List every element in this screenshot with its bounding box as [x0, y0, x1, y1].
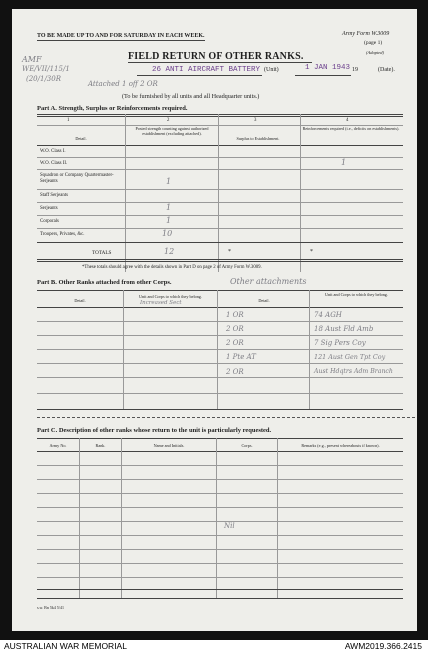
- unit-stamp: 26 ANTI AIRCRAFT BATTERY: [152, 66, 261, 74]
- attached-unit: 121 Aust Gen Tpt Coy: [314, 353, 386, 361]
- col-number: 4: [346, 118, 349, 123]
- date-line: [295, 75, 351, 76]
- grid-line: [125, 114, 126, 272]
- rule: [37, 145, 403, 146]
- row-label: W.O. Class II.: [40, 161, 68, 166]
- grid-line: [300, 114, 301, 272]
- grid-line: [79, 438, 80, 598]
- row-label: W.O. Class I.: [40, 149, 66, 154]
- totals-value: 12: [164, 247, 175, 256]
- form-sheet: [12, 9, 417, 631]
- posted-value: 1: [166, 203, 172, 212]
- rule: [37, 261, 403, 262]
- adapted-label: (Adapted): [366, 50, 384, 55]
- rule: [37, 307, 403, 308]
- grid-line: [217, 290, 218, 409]
- row-label: Corporals: [40, 219, 59, 224]
- attached-detail: 1 Pte AT: [226, 353, 256, 361]
- instruction-underline: [37, 40, 205, 41]
- col-header: Unit and Corps to which they belong.: [325, 292, 388, 297]
- col-header: Army No.: [49, 443, 67, 448]
- page-number: (page 1): [364, 40, 383, 46]
- totals-label: TOTALS: [92, 250, 112, 256]
- posted-value: 1: [166, 177, 172, 186]
- grid-line: [277, 438, 278, 598]
- furnished-note: (To be furnished by all units and all Headquarter units.): [122, 93, 260, 100]
- date-stamp: 1 JAN 1943: [305, 64, 351, 72]
- col-header: Corps.: [241, 443, 253, 448]
- attached-note: Attached 1 off 2 OR: [88, 80, 158, 88]
- rule: [37, 409, 403, 410]
- rule: [37, 290, 403, 291]
- attached-unit: 18 Aust Fld Amb: [314, 325, 374, 333]
- reinf-value: 1: [341, 158, 347, 167]
- dashed-separator: [37, 417, 415, 418]
- form-number: Army Form W.3009: [342, 31, 390, 37]
- unit-label: (Unit): [264, 67, 279, 73]
- title-underline: [128, 62, 312, 63]
- posted-value: 1: [166, 216, 172, 225]
- col-header: Surplus to Establishment.: [236, 136, 280, 141]
- col-header: Unit and Corps to which they belong.: [139, 294, 202, 299]
- part-b-title: Part B. Other Ranks attached from other Corps.: [37, 279, 172, 286]
- nil-note: Nil: [224, 522, 235, 530]
- part-a-top-rule: [37, 114, 403, 115]
- grid-line: [216, 438, 217, 598]
- grid-line: [123, 290, 124, 409]
- col-number: 1: [67, 118, 70, 123]
- margin-note: WE/VII/115/1: [22, 65, 70, 73]
- form-title: FIELD RETURN OF OTHER RANKS.: [128, 51, 304, 62]
- col-number: 3: [254, 118, 257, 123]
- col-header: Detail.: [74, 298, 86, 303]
- grid-line: [218, 114, 219, 272]
- rule: [37, 589, 403, 590]
- part-b-annotation: Increased Sect: [140, 300, 182, 306]
- totals-asterisk: *: [310, 249, 313, 255]
- part-a-title: Part A. Strength, Surplus or Reinforcements required.: [37, 105, 188, 112]
- unit-line: [137, 75, 262, 76]
- part-a-footnote: *These totals should agree with the details shown in Part D on page 2 of Army Form W.3009.: [82, 265, 262, 270]
- part-a-top-rule: [37, 116, 403, 117]
- attached-detail: 2 OR: [226, 368, 244, 376]
- archive-name: AUSTRALIAN WAR MEMORIAL: [4, 641, 127, 651]
- col-header: Posted strength counting against authorized establishment (excluding attached).: [135, 126, 209, 136]
- col-header: Remarks (e.g., present whereabouts if known).: [301, 443, 380, 448]
- col-header: Name and Initials.: [153, 443, 185, 448]
- attached-detail: 2 OR: [226, 339, 244, 347]
- date-label: (Date).: [378, 67, 395, 73]
- rule: [37, 451, 403, 452]
- instruction-text: TO BE MADE UP TO AND FOR SATURDAY IN EACH WEEK.: [37, 33, 205, 39]
- rule: [37, 242, 403, 243]
- margin-note: (20/1/30R: [26, 75, 61, 83]
- row-label: Serjeants: [40, 206, 58, 211]
- rule: [37, 598, 403, 599]
- part-b-annotation: Other attachments: [230, 277, 307, 286]
- totals-asterisk: *: [228, 249, 231, 255]
- archive-footer: [0, 640, 428, 653]
- col-number: 2: [167, 118, 170, 123]
- grid-line: [309, 290, 310, 409]
- attached-unit: Aust Hdqtrs Adm Branch: [314, 368, 393, 375]
- posted-value: 10: [162, 229, 173, 238]
- attached-unit: 7 Sig Pers Coy: [314, 339, 366, 347]
- col-header: Detail.: [258, 298, 270, 303]
- year-prefix: 19: [352, 67, 358, 73]
- rule: [37, 259, 403, 260]
- col-header: Detail.: [75, 136, 87, 141]
- attached-detail: 2 OR: [226, 325, 244, 333]
- attached-detail: 1 OR: [226, 311, 244, 319]
- attached-unit: 74 AGH: [314, 311, 342, 319]
- part-c-title: Part C. Description of other ranks whose return to the unit is particularly requested.: [37, 427, 272, 434]
- print-code: s.w. Bn 5k4 5/41: [37, 605, 64, 610]
- grid-line: [121, 438, 122, 598]
- margin-note: AMF: [22, 55, 42, 64]
- col-header: Rank.: [95, 443, 106, 448]
- row-label: Squadron or Company Quartermaster-Serjeants: [40, 173, 114, 184]
- archive-id: AWM2019.366.2415: [344, 641, 422, 651]
- row-label: Troopers, Privates, &c.: [40, 232, 85, 237]
- row-label: Staff Serjeants: [40, 193, 69, 198]
- col-header: Reinforcements required (i.e., deficits on establishments).: [302, 126, 400, 131]
- rule: [37, 438, 403, 439]
